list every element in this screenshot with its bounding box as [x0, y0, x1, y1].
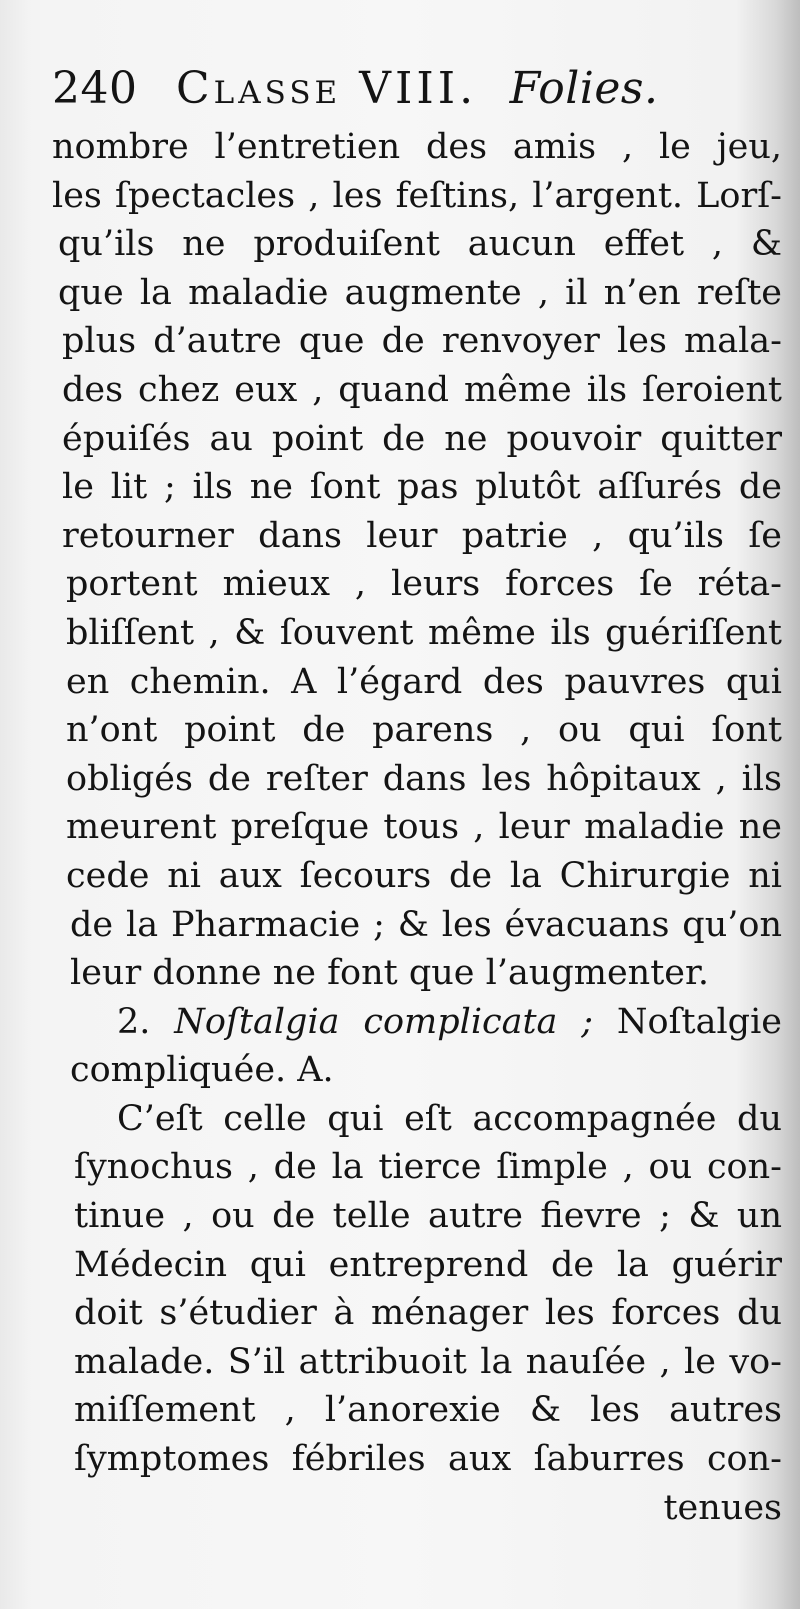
- text-line: plus d’autre que de renvoyer les mala-: [62, 321, 782, 362]
- text-line: nombre l’entretien des amis , le jeu,: [52, 127, 782, 167]
- text-line: cede ni aux ſecours de la Chirurgie ni: [66, 855, 782, 896]
- text-line: doit s’étudier à ménager les forces du: [74, 1293, 782, 1334]
- french-name: Noſtalgie: [616, 1001, 782, 1042]
- section-title: Folies.: [509, 63, 659, 114]
- catchword: tenues: [663, 1487, 782, 1528]
- text-line: miſſement , l’anorexie & les autres: [74, 1390, 782, 1431]
- text-line: que la maladie augmente , il n’en reſte: [58, 272, 782, 313]
- text-line: le lit ; ils ne ſont pas plutôt aſſurés de: [62, 467, 782, 508]
- text-line: n’ont point de parens , ou qui ſont: [66, 710, 782, 751]
- text-line: leur donne ne font que l’augmenter.: [70, 953, 709, 994]
- text-line: en chemin. A l’égard des pauvres qui: [66, 661, 782, 702]
- text-line: C’eſt celle qui eſt accompagnée du: [117, 1098, 782, 1139]
- text-line: épuiſés au point de ne pouvoir quitter: [62, 418, 782, 459]
- text-line: meurent preſque tous , leur maladie ne: [66, 807, 782, 848]
- text-line: des chez eux , quand même ils ſeroient: [62, 369, 782, 410]
- item-heading: [52, 998, 782, 1047]
- text-block: [52, 55, 782, 1532]
- text-line: les ſpectacles , les feſtins, l’argent. Lorſ-: [52, 175, 782, 216]
- text-line: qu’ils ne produiſent aucun effet , &: [58, 224, 782, 265]
- text-line: malade. S’il attribuoit la nauſée , le vo-: [74, 1341, 782, 1382]
- class-label: Classe VIII.: [175, 63, 478, 114]
- text-line: portent mieux , leurs forces ſe réta-: [66, 564, 782, 605]
- text-line: bliſſent , & ſouvent même ils guériſſent: [66, 612, 782, 653]
- text-line: ſynochus , de la tierce ſimple , ou con-: [74, 1147, 782, 1188]
- item-number: 2.: [117, 1001, 151, 1042]
- latin-name: Noſtalgia complicata ;: [174, 1001, 594, 1042]
- text-line: obligés de reſter dans les hôpitaux , ils: [66, 758, 782, 799]
- text-line: ſymptomes fébriles aux ſaburres con-: [74, 1439, 782, 1480]
- text-line: de la Pharmacie ; & les évacuans qu’on: [70, 904, 782, 945]
- running-head: [52, 55, 782, 123]
- text-line: tinue , ou de telle autre fievre ; & un: [74, 1196, 782, 1237]
- item-heading-continuation: compliquée. A.: [70, 1050, 334, 1091]
- text-line: Médecin qui entreprend de la guérir: [74, 1244, 782, 1285]
- page-number: 240: [52, 63, 138, 114]
- text-line: retourner dans leur patrie , qu’ils ſe: [62, 515, 782, 556]
